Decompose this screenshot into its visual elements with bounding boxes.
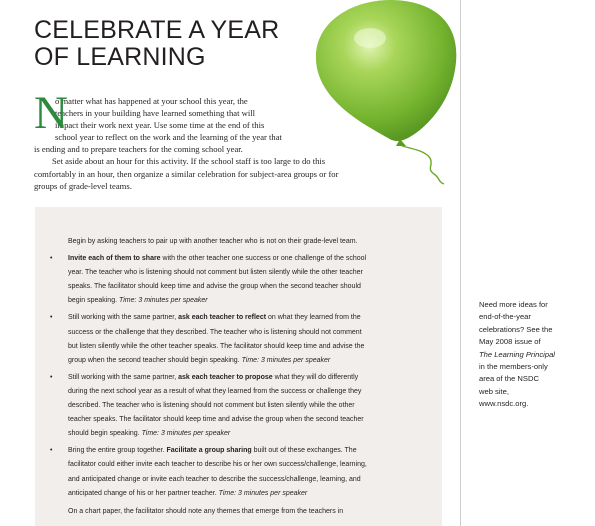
step-item <box>50 311 428 367</box>
step-highlight: ask each teacher to propose <box>178 373 273 381</box>
intro-paragraph-2: Set aside about an hour for this activity. If the school staff is too large to do this comfortably in an hour, then organize a similar celebration for subject-area groups or for groups of grade-level teams. <box>34 156 339 191</box>
intro-line-1: o matter what has happened at your school this year, the <box>55 96 248 106</box>
bullet-point: • <box>50 314 53 322</box>
sidebar-line: end-of-the-year <box>479 312 531 322</box>
step-text: year. The teacher who is listening should not comment but listen silently while the other teacher <box>68 269 363 277</box>
sidebar-publication-title: The Learning Principal <box>479 349 555 359</box>
title-line-2: OF LEARNING <box>34 43 206 71</box>
activity-panel <box>35 207 442 526</box>
sidebar-line: in the members-only <box>479 362 548 372</box>
step-time: Time: 3 minutes per speaker <box>141 430 231 438</box>
step-highlight: Facilitate a group sharing <box>166 447 252 455</box>
step-text: but listen silently while the other teacher speaks. The facilitator should keep time and advise the <box>68 342 365 350</box>
drop-cap-letter: N <box>34 87 68 139</box>
sidebar-line: area of the NSDC <box>479 374 539 384</box>
intro-line-4: school year to reflect on the work and the learning of the year that <box>55 132 282 143</box>
step-highlight: ask each teacher to reflect <box>178 314 267 322</box>
step-text: Bring the entire group together. <box>68 447 167 455</box>
bullet-point: • <box>50 447 53 455</box>
step-text: during the next school year as a result of what they learned from the success or challenge they <box>68 387 362 395</box>
sidebar-note <box>479 299 579 411</box>
step-time: Time: 3 minutes per speaker <box>241 356 331 364</box>
intro-text <box>34 87 354 192</box>
step-text: should begin speaking. <box>68 430 142 438</box>
step-text: what they will do differently <box>272 373 359 381</box>
step-time: Time: 3 minutes per speaker <box>118 297 208 305</box>
step-item <box>50 444 428 500</box>
step-text: facilitator could either invite each teacher to describe his or her own success/challenge, learning, <box>68 461 367 469</box>
title-line-1: CELEBRATE A YEAR <box>34 16 280 44</box>
step-text: begin speaking. <box>68 297 119 305</box>
step-text: success or the challenge that they described. The teacher who is listening should not comment <box>68 328 362 336</box>
step-item <box>50 371 428 441</box>
step-text: and anticipated change or invite each teacher to describe the success/challenge, learning, and <box>68 475 361 483</box>
step-time: Time: 3 minutes per speaker <box>218 489 308 497</box>
sidebar-line: web site, <box>479 386 509 396</box>
activity-steps <box>50 235 428 519</box>
article-title <box>34 17 279 71</box>
step-text: described. The teacher who is listening should not comment but listen silently while the other <box>68 402 355 410</box>
panel-closing-text: On a chart paper, the facilitator should note any themes that emerge from the teachers in <box>68 507 344 515</box>
panel-lead: Begin by asking teachers to pair up with another teacher who is not on their grade-level team. <box>68 238 358 245</box>
sidebar-website: www.nsdc.org. <box>479 399 529 409</box>
step-text: built out of these exchanges. The <box>251 447 357 455</box>
bullet-point: • <box>50 373 53 381</box>
step-text: Still working with the same partner, <box>68 314 179 322</box>
intro-line-3: impact their work next year. Use some time at the end of this <box>55 120 265 131</box>
step-text: group when the second teacher should begin speaking. <box>68 356 242 364</box>
step-text: anticipated change of his or her partner teacher. <box>68 489 219 497</box>
step-text: speaks. The facilitator should keep time and advise the group when the second teacher should <box>68 283 361 291</box>
intro-line-5: is ending and to prepare teachers for the coming school year. <box>34 144 243 155</box>
column-divider <box>460 0 461 526</box>
bullet-point: • <box>50 255 53 263</box>
intro-line-2: teachers in your building have learned something that will <box>55 108 255 119</box>
step-text: teacher speaks. The facilitator should keep time and advise the group when the second teacher <box>68 416 364 424</box>
sidebar-line: Need more ideas for <box>479 300 548 309</box>
step-text: Still working with the same partner, <box>68 373 179 381</box>
sidebar-line: May 2008 issue of <box>479 337 541 347</box>
sidebar-line: celebrations? See the <box>479 324 553 334</box>
step-item <box>50 252 428 308</box>
step-text: with the other teacher one success or one challenge of the school <box>160 255 367 263</box>
step-highlight: Invite each of them to share <box>68 255 161 263</box>
step-text: on what they learned from the <box>266 314 361 322</box>
